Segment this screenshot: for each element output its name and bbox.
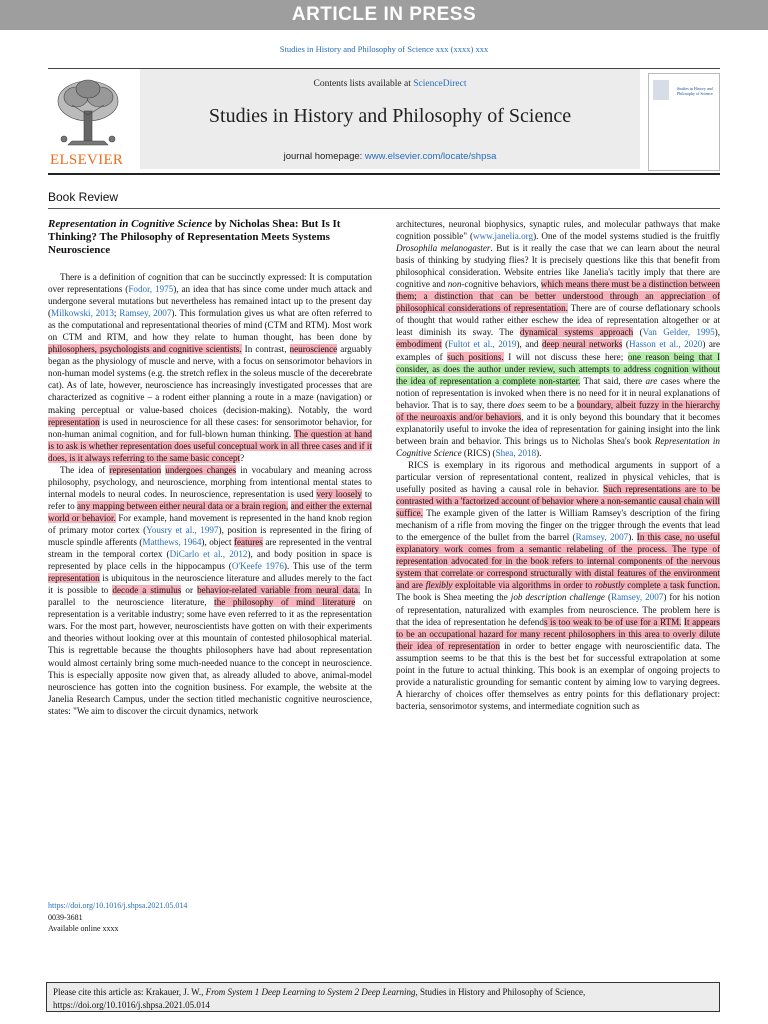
citation-link[interactable]: DiCarlo et al., 2012 xyxy=(169,549,248,560)
left-column xyxy=(48,218,372,717)
highlight: any mapping between either neural data or a brain region, xyxy=(76,500,289,511)
section-label: Book Review xyxy=(48,190,119,204)
cover-title: Studies in History and Philosophy of Science xyxy=(677,86,713,96)
highlight: decode a stimulus xyxy=(112,585,182,596)
section-divider xyxy=(48,208,720,209)
elsevier-logo xyxy=(48,75,128,171)
citation-link[interactable]: Fodor, 1975 xyxy=(128,284,174,295)
highlight: Such representations are to be contrasted with a 'factorized account of behavior where a non-semantic causal chain will suffice. xyxy=(396,484,720,519)
highlight: representation xyxy=(48,416,100,427)
highlight: such positions. xyxy=(447,351,504,362)
journal-citation-line[interactable]: Studies in History and Philosophy of Science xxx (xxxx) xxx xyxy=(279,44,489,54)
paragraph: There is a definition of cognition that can be succinctly expressed: It is computation over representations (Fodor, 1975), an idea that has since come under much attack and undergone several mutations but nevertheless has remained intact up to the present day (Milkowski, 2013; Ramsey, 2007). This formulation gives us what are often referred to as the computational and representational theories of mind (CTM and RTM). Most work on CTM and RTM, and how they relate to human thought, has been done by philosophers, psychologists and cognitive scientists. In contrast, neuroscience arguably began as the physiology of muscle and nerve, with a focus on sensorimotor behaviors in non-human model systems (e.g. the stretch reflex in the soleus muscle of the decerebrate cat). As of late, however, neuroscience has increasingly investigated processes that are characterized as cognitive – a rodent either planning a route in a maze (navigation) or making perceptual or value-based choices (decision-making). Notably, the word representation is used in neuroscience for all these cases: for sensorimotor behavior, for non-human animal cognition, and for full-blown human thinking. The question at hand is to ask is whether representation does useful conceptual work in all three cases and if it does, is it always referring to the same basic concept? xyxy=(48,272,372,463)
sciencedirect-link[interactable]: ScienceDirect xyxy=(413,79,467,89)
highlight: undergoes changes xyxy=(165,464,237,475)
highlight: The question at hand is to ask is whether representation does useful conceptual work in all three cases and if it does, is it always referring to the same basic concept xyxy=(48,428,372,463)
highlight: dynamical systems approach xyxy=(519,327,634,338)
paragraph: architectures, neuronal biophysics, synaptic rules, and molecular pathways that make cognition possible" (www.janelia.org). One of the model systems studied is the fruitfly Drosophila melanogaster. But is it really the case that we can learn about the neural basis of thinking by studying flies? It is precisely questions like this that benefit from philosophical consideration. Website entries like Janelia's tacitly imply that there are cognitive and non-cognitive behaviors, which means there must be a distinction between them; a distinction that can be better understood through an appreciation of philosophical considerations of representation. There are of course deflationary schools of thought that would rather either eschew the idea of representation altogether or at least diminish its sway. The dynamical systems approach (Van Gelder, 1995), embodiment (Fultot et al., 2019), and deep neural networks (Hasson et al., 2020) are examples of such positions. I will not discuss these here; one reason being that I consider, as does the author under review, such attempts to address cognition without the idea of representation a complete non-starter. That said, there are cases where the notion of representation is invoked when there is no need for it in neural explanations of behavior. That is to say, there does seem to be a boundary, albeit fuzzy in the hierarchy of the neuroaxis and/or behaviors, and it is only beyond this boundary that it becomes explanatorily useful to invoke the idea of representation for gaining insight into the link between brain and behavior. This brings us to Nicholas Shea's book Representation in Cognitive Science (RICS) (Shea, 2018). xyxy=(396,219,721,458)
book-title: Representation in Cognitive Science xyxy=(48,218,213,230)
homepage-link[interactable]: www.elsevier.com/locate/shpsa xyxy=(364,151,497,162)
journal-title: Studies in History and Philosophy of Science xyxy=(208,105,572,127)
citation-link[interactable]: Hasson et al., 2020 xyxy=(628,339,703,350)
paragraph: The idea of representation undergoes changes in vocabulary and meaning across philosophy, psychology, and neuroscience, morphing from intentional mental states to internal models to neural codes. In neuroscience, representation is used very loosely to refer to any mapping between either neural data or a brain region, and either the external world or behavior. For example, hand movement is represented in the hand knob region of primary motor cortex (Yousry et al., 1997), position is represented in the firing of muscle spindle afferents (Matthews, 1964), object features are represented in the ventral stream in the temporal cortex (DiCarlo et al., 2012), and body position in space is represented by place cells in the hippocampus (O'Keefe 1976). This use of the term representation is ubiquitous in the neuroscience literature and alludes merely to the fact it is possible to decode a stimulus or behavior-related variable from neural data. In parallel to the neuroscience literature, the philosophy of mind literature on representation is a veritable industry; some have even referred to it as the representation wars. For the most part, however, neuroscientists have gotten on with their experiments and theories without looking over at this mountain of contested philosophical material. This is regrettable because the thoughts philosophers have had about representation would almost certainly bring some much-needed nuance to the concept in neuroscience. This is especially apposite now given that, as already alluded to above, animal-model neuroscience has gotten into the cognition business. For example, the website at the Janelia Research Campus, under the section titled mechanistic cognitive neuroscience, states: "We aim to discover the circuit dynamics, network xyxy=(48,464,373,716)
issn: 0039-3681 xyxy=(48,912,83,922)
highlight: the philosophy of mind literature xyxy=(214,597,356,608)
contents-line xyxy=(140,79,640,89)
citation-box: Please cite this article as: Krakauer, J. W., From System 1 Deep Learning to System 2 Deep Learning, Studies in History and Philosophy of Science, https://doi.org/10.1016/j.shpsa.2021.05.014 xyxy=(46,982,720,1012)
highlight: s is too weak to be of use for a RTM. xyxy=(543,616,682,627)
article-in-press-banner: ARTICLE IN PRESS xyxy=(0,0,768,30)
review-title-rest: by Nicholas Shea: But Is It Thinking? The Philosophy of Representation Meets Systems Neuroscience xyxy=(48,218,341,256)
citation-link[interactable]: Yousry et al., 1997 xyxy=(146,524,219,535)
highlight: deep neural networks xyxy=(541,339,623,350)
citation-link[interactable]: Ramsey, 2007 xyxy=(575,532,629,543)
citation-link[interactable]: O'Keefe 1976 xyxy=(231,561,284,572)
highlight-green: one reason being that I consider, as does the author under review, such attempts to address cognition without the idea of representation a complete non-starter. xyxy=(396,351,721,386)
homepage-line xyxy=(140,151,640,162)
journal-header xyxy=(140,69,640,169)
citation-link[interactable]: Fultot et al., 2019 xyxy=(448,339,517,350)
cited-article-title: From System 1 Deep Learning to System 2 Deep Learning xyxy=(205,987,416,997)
highlight: embodiment xyxy=(396,339,442,350)
cover-logo xyxy=(653,80,669,100)
journal-cover-thumbnail xyxy=(648,73,720,171)
highlight: and either the external world or behavior. xyxy=(48,500,372,523)
highlight: which means there must be a distinction between them; a distinction that can be better understood through an appreciation of philosophical considerations of representation. xyxy=(396,279,720,314)
article-footnote xyxy=(48,900,187,935)
highlight: philosophers, psychologists and cognitive scientists. xyxy=(48,344,242,355)
highlight: neuroscience xyxy=(289,344,338,355)
highlight: features xyxy=(233,537,263,548)
highlight: In this case, no useful explanatory work comes from a semantic relabeling of the process. The type of representation advocated for in the book refers to internal components of the nervous system that correlate or correspond structurally with distal features of the environment and are flexibly exploitable via algorithms in order to robustly complete a task function. xyxy=(396,532,720,591)
doi-link[interactable]: https://doi.org/10.1016/j.shpsa.2021.05.014 xyxy=(48,901,188,910)
contents-prefix: Contents lists available at xyxy=(313,79,414,89)
highlight: representation xyxy=(48,573,100,584)
paragraph: RICS is exemplary in its rigorous and methodical arguments in support of a particular version of representational content, realized in physical vehicles, that is usefully posited as having a causal role in behavior. Such representations are to be contrasted with a 'factorized account of behavior where a non-semantic causal chain will suffice. The example given of the latter is William Ramsey's description of the firing mechanism of a rifle from moving the finger on the trigger through the events that lead to the emergence of the bullet from the barrel (Ramsey, 2007). In this case, no useful explanatory work comes from a semantic relabeling of the process. The type of representation advocated for in the book refers to internal components of the nervous system that correlate or correspond structurally with distal features of the environment and are flexibly exploitable via algorithms in order to robustly complete a task function. The book is Shea meeting the job description challenge (Ramsey, 2007) for his notion of representation, naturalized with examples from neuroscience. The problem here is that the idea of representation he defends is too weak to be of use for a RTM. It appears to be an occupational hazard for many recent philosophers in this area to overly dilute their idea of representation in order to better engage with neuroscientific data. The assumption seems to be that this is the best bet for successful extrapolation at some point in the future to actual thinking. This book is an exemplar of ongoing projects to provide a naturalistic grounding for semantic content by aiming low to varying degrees. A hierarchy of choices offer themselves as entry points for this deflationary project: bacteria, sensorimotor systems, and intermediate cognition such as xyxy=(396,459,720,711)
homepage-prefix: journal homepage: xyxy=(283,151,365,162)
citation-link[interactable]: Ramsey, 2007 xyxy=(119,308,172,319)
review-title xyxy=(48,218,372,257)
highlight: behavior-related variable from neural data. xyxy=(197,585,361,596)
right-column xyxy=(396,218,720,712)
masthead xyxy=(48,68,720,175)
highlight: boundary, albeit fuzzy in the hierarchy of the neuroaxis and/or behaviors xyxy=(396,399,720,422)
citation-link[interactable]: Milkowski, 2013 xyxy=(51,308,114,319)
citation-link[interactable]: Ramsey, 2007 xyxy=(611,592,664,603)
tree-icon xyxy=(48,75,128,151)
website-link[interactable]: www.janelia.org xyxy=(473,231,534,242)
citation-link[interactable]: Matthews, 1964 xyxy=(142,537,202,548)
citation-link[interactable]: Van Gelder, 1995 xyxy=(642,327,715,338)
publisher-name: ELSEVIER xyxy=(50,152,124,168)
highlight: very loosely xyxy=(316,488,362,499)
highlight: It appears to be an occupational hazard for many recent philosophers in this area to overly dilute their idea of representation xyxy=(396,616,720,651)
citation-link[interactable]: Shea, 2018 xyxy=(495,447,537,458)
available-online: Available online xxxx xyxy=(48,924,119,933)
highlight: representation xyxy=(109,464,162,475)
